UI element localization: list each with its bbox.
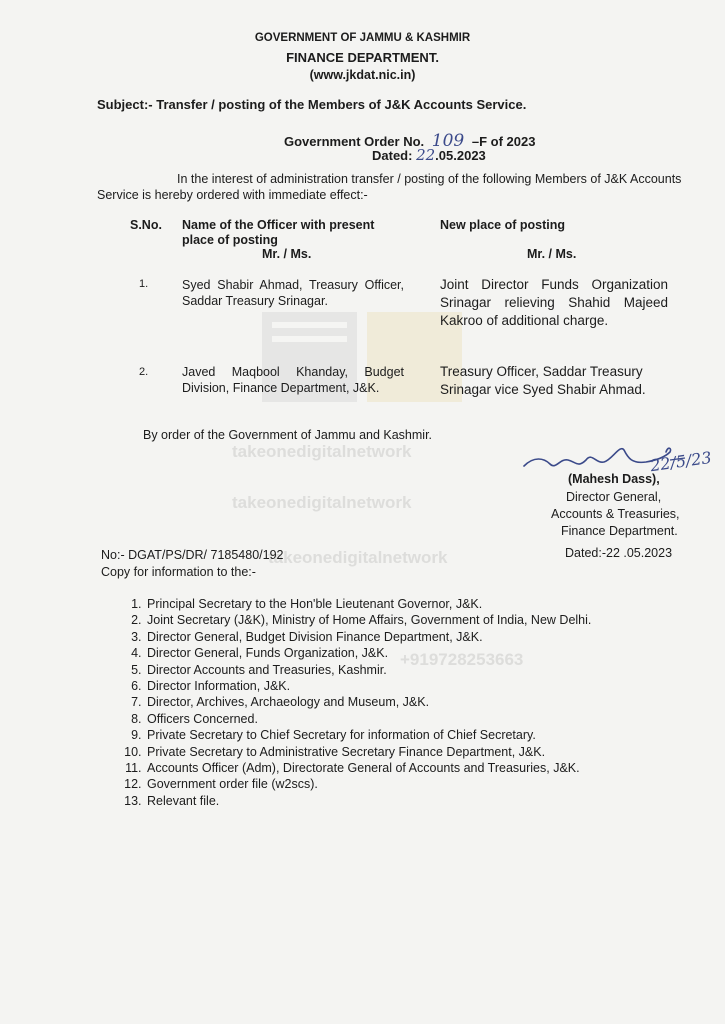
list-item: 7. Director, Archives, Archaeology and Museum, J&K. xyxy=(145,694,591,710)
list-item: 5. Director Accounts and Treasuries, Kashmir. xyxy=(145,662,591,678)
list-item: 3. Director General, Budget Division Finance Department, J&K. xyxy=(145,629,591,645)
table-header-new-sub: Mr. / Ms. xyxy=(527,247,577,261)
list-item: 8. Officers Concerned. xyxy=(145,711,591,727)
list-item: 10. Private Secretary to Administrative Secretary Finance Department, J&K. xyxy=(145,744,591,760)
intro-paragraph: In the interest of administration transfer / posting of the following Members of J&K Accounts Service is hereby ordered with immediate effect:- xyxy=(97,172,682,202)
signatory-designation: Director General, xyxy=(566,490,662,504)
list-item: 2. Joint Secretary (J&K), Ministry of Home Affairs, Government of India, New Delhi. xyxy=(145,612,591,628)
by-order-line: By order of the Government of Jammu and Kashmir. xyxy=(143,428,433,442)
table-row-officer: Syed Shabir Ahmad, Treasury Officer, Saddar Treasury Srinagar. xyxy=(182,278,404,308)
copy-recipient-list xyxy=(100,596,591,809)
table-row-sno: 2. xyxy=(139,366,149,378)
signatory-designation: Finance Department. xyxy=(561,524,678,538)
list-item: 12. Government order file (w2scs). xyxy=(145,776,591,792)
watermark-text: takeonedigitalnetwork xyxy=(232,442,412,461)
table-header-new-place: New place of posting xyxy=(440,218,566,232)
list-item: 11. Accounts Officer (Adm), Directorate General of Accounts and Treasuries, J&K. xyxy=(145,760,591,776)
signatory-name: (Mahesh Dass), xyxy=(568,472,660,486)
list-item: 9. Private Secretary to Chief Secretary for information of Chief Secretary. xyxy=(145,727,591,743)
watermark-text: takeonedigitalnetwork xyxy=(268,548,448,567)
table-row-officer: Javed Maqbool Khanday, Budget Division, Finance Department, J&K. xyxy=(182,365,404,395)
list-item: 4. Director General, Funds Organization, J&K. xyxy=(145,645,591,661)
reference-number: No:- DGAT/PS/DR/ 7185480/192 xyxy=(101,548,284,562)
header-department: FINANCE DEPARTMENT. xyxy=(286,50,439,65)
order-prefix: Government Order No. xyxy=(284,134,425,149)
order-dated-rest: .05.2023 xyxy=(435,148,486,163)
subject-line: Subject:- Transfer / posting of the Members of J&K Accounts Service. xyxy=(97,97,527,112)
order-number-handwritten: 109 xyxy=(431,131,465,151)
table-header-sno: S.No. xyxy=(130,218,162,232)
table-row-sno: 1. xyxy=(139,278,149,290)
order-date xyxy=(372,146,486,164)
table-row-new-posting: Treasury Officer, Saddar Treasury Srinagar vice Syed Shabir Ahmad. xyxy=(440,364,646,397)
order-dated-label: Dated: xyxy=(372,148,413,163)
order-date-handwritten: 22 xyxy=(416,146,436,164)
list-item: 13. Relevant file. xyxy=(145,793,591,809)
header-government: GOVERNMENT OF JAMMU & KASHMIR xyxy=(254,32,471,44)
copy-intro: Copy for information to the:- xyxy=(101,565,256,579)
table-header-name: Name of the Officer with present place of posting xyxy=(182,218,375,247)
signature-date-handwritten: 22/5/23 xyxy=(648,447,713,476)
reference-date: Dated:-22 .05.2023 xyxy=(565,546,673,560)
list-item: 6. Director Information, J&K. xyxy=(145,678,591,694)
watermark-text: takeonedigitalnetwork xyxy=(232,493,412,512)
signatory-designation: Accounts & Treasuries, xyxy=(551,507,680,521)
header-website: (www.jkdat.nic.in) xyxy=(309,68,416,82)
list-item: 1. Principal Secretary to the Hon'ble Lieutenant Governor, J&K. xyxy=(145,596,591,612)
table-row-new-posting: Joint Director Funds Organization Srinagar relieving Shahid Majeed Kakroo of additional charge. xyxy=(440,277,668,328)
table-header-name-sub: Mr. / Ms. xyxy=(262,247,312,261)
order-suffix: –F of 2023 xyxy=(471,134,536,149)
watermark-text: +919728253663 xyxy=(400,650,524,669)
